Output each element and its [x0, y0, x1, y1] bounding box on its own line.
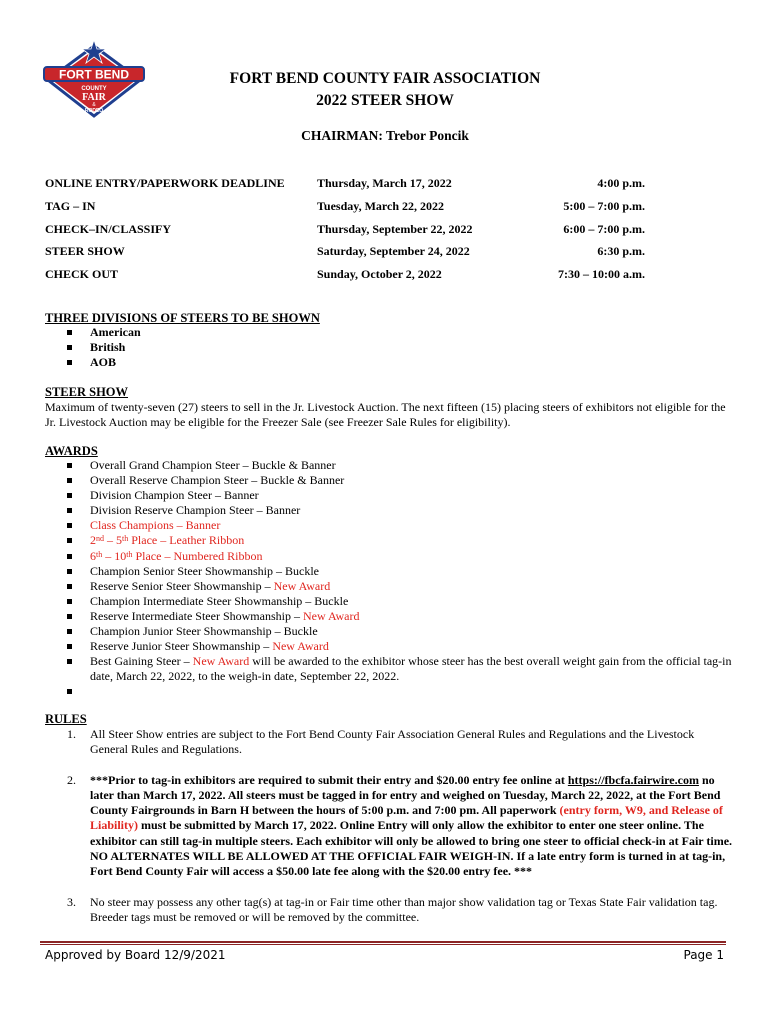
svg-text:COUNTY: COUNTY	[81, 86, 107, 92]
svg-text:FAIR: FAIR	[82, 92, 106, 103]
steer-show-heading: STEER SHOW	[45, 385, 129, 399]
list-item: 2nd – 5th Place – Leather Ribbon	[62, 533, 734, 548]
rule-number: 1.	[67, 727, 76, 741]
new-award-label: New Award	[273, 578, 331, 593]
list-item: Reserve Intermediate Steer Showmanship – New Award	[62, 609, 734, 624]
list-item: AOB	[62, 355, 141, 370]
rules-list	[45, 727, 735, 925]
schedule-date: Tuesday, March 22, 2022	[317, 198, 445, 213]
rules-heading: RULES	[45, 712, 87, 726]
list-item: Reserve Junior Steer Showmanship – New Award	[62, 639, 734, 654]
rule-item: 2. ***Prior to tag-in exhibitors are required to submit their entry and $20.00 entry fee online at https://fbcfa.fairwire.com no later than March 17, 2022. All steers must be tagged in for entry and weighed on Tuesday, March 22, 2022, at the Fort Bend County Fairgrounds in Barn H between the hours of 5:00 p.m. and 7:00 pm. All paperwork (entry form, W9, and Release of Liability) must be submitted by March 17, 2022. Online Entry will only allow the exhibitor to enter one steer online. The exhibitor can still tag-in multiple steers. Each exhibitor will only be allowed to bring one steer to official check-in at Fair time. NO ALTERNATES WILL BE ALLOWED AT THE OFFICIAL FAIR WEIGH-IN. If a late entry form is turned in at tag-in, Fort Bend County Fair will access a $50.00 late fee along with the $20.00 entry fee. ***	[67, 772, 733, 879]
table-row	[45, 267, 645, 290]
schedule-event: ONLINE ENTRY/PAPERWORK DEADLINE	[45, 176, 285, 190]
schedule-time: 4:00 p.m.	[597, 176, 645, 190]
schedule-time: 6:30 p.m.	[597, 244, 645, 259]
list-item: British	[62, 340, 141, 355]
schedule-time: 7:30 – 10:00 a.m.	[558, 267, 645, 282]
list-item: Overall Grand Champion Steer – Buckle & Banner	[62, 458, 734, 473]
schedule-table	[45, 176, 645, 290]
rule-number: 2.	[67, 772, 76, 787]
schedule-event: TAG – IN	[45, 198, 96, 213]
awards-heading: AWARDS	[45, 444, 98, 458]
list-item: Champion Junior Steer Showmanship – Buckle	[62, 624, 734, 639]
divisions-heading: THREE DIVISIONS OF STEERS TO BE SHOWN	[45, 311, 320, 325]
rule-item: 3. No steer may possess any other tag(s) at tag-in or Fair time other than major show validation tag or Texas State Fair validation tag. Breeder tags must be removed or will be removed by the committee.	[67, 894, 718, 924]
list-item: Champion Intermediate Steer Showmanship – Buckle	[62, 594, 734, 609]
list-item: Division Reserve Champion Steer – Banner	[62, 503, 734, 518]
table-row	[45, 244, 645, 267]
schedule-date: Thursday, March 17, 2022	[317, 176, 452, 190]
schedule-event: CHECK OUT	[45, 267, 119, 282]
list-item: Best Gaining Steer – New Award will be awarded to the exhibitor whose steer has the best overall weight gain from the official tag-in date, March 22, 2022, to the weigh-in date, September 22, 2022.	[62, 654, 734, 684]
schedule-time: 5:00 – 7:00 p.m.	[563, 198, 645, 213]
schedule-event: CHECK–IN/CLASSIFY	[45, 221, 172, 236]
new-award-label: New Award	[192, 654, 250, 669]
rule-number: 3.	[67, 894, 76, 909]
divisions-list	[62, 325, 141, 370]
list-item: 6th – 10th Place – Numbered Ribbon	[62, 549, 734, 564]
schedule-date: Sunday, October 2, 2022	[317, 267, 442, 282]
page-title: FORT BEND COUNTY FAIR ASSOCIATION	[229, 70, 541, 87]
steer-show-text: Maximum of twenty-seven (27) steers to sell in the Jr. Livestock Auction. The next fifteen (15) placing steers of exhibitors not eligible for the Jr. Livestock Auction may be eligible for the Freezer Sale (see Freezer Sale Rules for eligibility).	[45, 400, 726, 429]
list-item: Class Champions – Banner	[62, 518, 734, 533]
svg-text:RODEO: RODEO	[84, 108, 104, 114]
rule-item: 1. All Steer Show entries are subject to the Fort Bend County Fair Association General Rules and Regulations and the Livestock General Rules and Regulations.	[67, 727, 695, 757]
schedule-date: Saturday, September 24, 2022	[317, 244, 470, 259]
table-row	[45, 199, 645, 222]
table-row	[45, 222, 645, 245]
footer-divider	[40, 944, 726, 945]
list-item: Overall Reserve Champion Steer – Buckle & Banner	[62, 473, 734, 488]
fairwire-link[interactable]: https://fbcfa.fairwire.com	[567, 772, 699, 787]
list-item-empty	[62, 684, 734, 699]
new-award-label: New Award	[272, 639, 329, 654]
list-item: Division Champion Steer – Banner	[62, 488, 734, 503]
list-item: Champion Senior Steer Showmanship – Buckle	[62, 564, 734, 579]
footer-approval: Approved by Board 12/9/2021	[45, 948, 226, 962]
schedule-date: Thursday, September 22, 2022	[317, 221, 473, 236]
chairman-line: CHAIRMAN: Trebor Poncik	[301, 128, 469, 143]
table-row	[45, 176, 645, 199]
schedule-event: STEER SHOW	[45, 244, 125, 259]
svg-text:&: &	[92, 102, 96, 108]
page-subtitle: 2022 STEER SHOW	[316, 92, 454, 109]
list-item: Reserve Senior Steer Showmanship – New Award	[62, 579, 734, 594]
logo-text-fortbend: FORT BEND	[59, 67, 129, 82]
footer-divider	[40, 941, 726, 943]
awards-list	[62, 458, 734, 700]
fort-bend-fair-logo	[40, 40, 148, 120]
footer-page-number: Page 1	[683, 948, 724, 962]
list-item: American	[62, 325, 141, 340]
new-award-label: New Award	[302, 608, 360, 623]
schedule-time: 6:00 – 7:00 p.m.	[563, 221, 645, 236]
